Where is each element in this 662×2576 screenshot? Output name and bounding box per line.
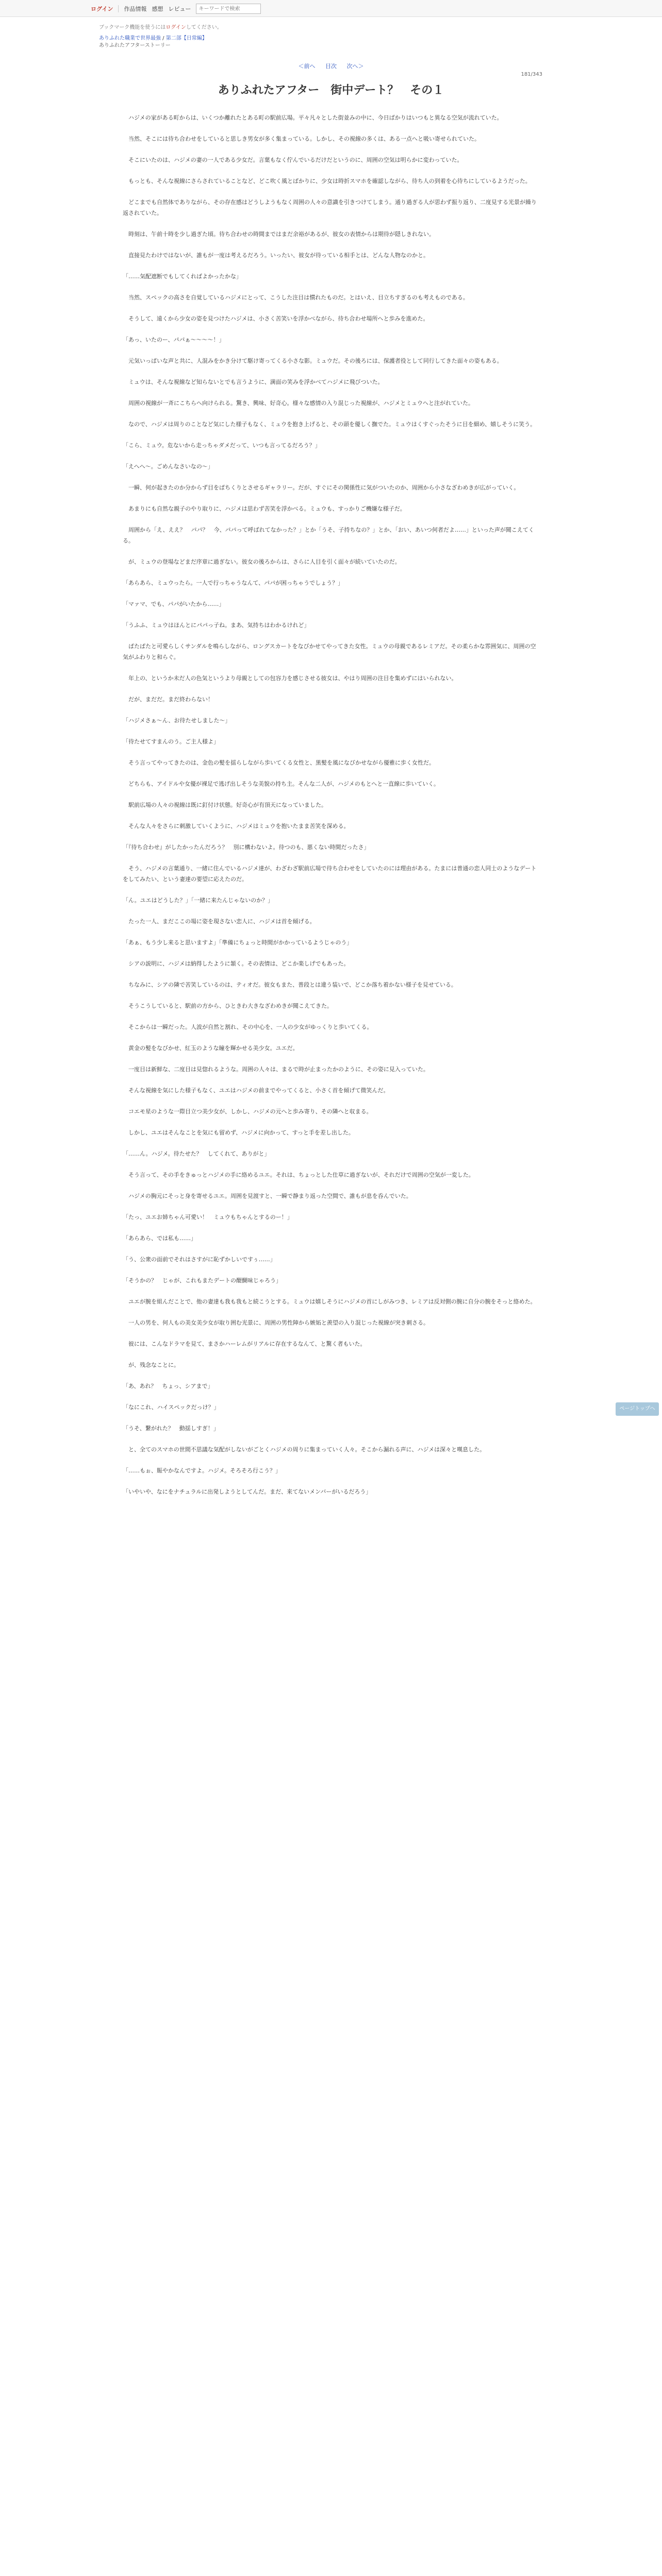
- body-paragraph: 「マァマ、でも、パパがいたから……」: [123, 601, 225, 607]
- page-top-label: ページトップへ: [619, 1406, 655, 1412]
- body-paragraph: 「こら、ミュウ。危ないから走っちゃダメだって、いつも言ってるだろう？」: [123, 442, 321, 449]
- body-paragraph: なので、ハジメは周りのことなど気にした様子もなく、ミュウを抱き上げると、その頭を優しく撫でた。ミュウはくすぐったそうに目を細め、嬉しそうに笑う。: [123, 421, 536, 428]
- body-paragraph: 黄金の髪をなびかせ、紅玉のような瞳を輝かせる美少女。ユエだ。: [123, 1045, 299, 1052]
- body-paragraph: 彼には、こんなドラマを見て、まさかハーレムがリアルに存在するなんて、と驚く者もいた。: [123, 1341, 366, 1347]
- body-paragraph: そうこうしていると、駅前の方から、ひときわ大きなざわめきが聞こえてきた。: [123, 1003, 333, 1009]
- body-paragraph: 一度目は新鮮な、二度目は見惚れるような。周囲の人々は、まるで時が止まったかのように、その姿に見入っていた。: [123, 1066, 429, 1073]
- body-paragraph: どちらも、アイドルや女優が裸足で逃げ出しそうな美貌の持ち主。そんな二人が、ハジメのもとへと一直線に歩いていく。: [123, 781, 440, 787]
- body-paragraph: そう言ってやってきたのは、金色の髪を揺らしながら歩いてくる女性と、黒髪を風になびかせながら優雅に歩く女性だ。: [123, 759, 435, 766]
- body-paragraph: 「『待ち合わせ』がしたかったんだろう？ 別に構わないよ。待つのも、悪くない時間だったさ」: [123, 844, 370, 851]
- body-paragraph: 「う、公衆の面前でそれはさすがに恥ずかしいですぅ……」: [123, 1256, 276, 1263]
- body-paragraph: 「ハジメさぁ～ん、お待たせしました～」: [123, 717, 231, 724]
- notice-prefix: ブックマーク機能を使うには: [99, 25, 166, 30]
- body-paragraph: 「……気配遮断でもしてくればよかったかな」: [123, 273, 242, 280]
- episode-number: 181/343: [521, 72, 542, 77]
- body-paragraph: しかし、ユエはそんなことを気にも留めず、ハジメに向かって、すっと手を差し出した。: [123, 1129, 354, 1136]
- body-paragraph: 直接見たわけではないが、誰もが一度は考えるだろう。いったい、彼女が待っている相手とは、どんな人物なのかと。: [123, 252, 429, 259]
- login-button[interactable]: ログイン: [91, 6, 113, 12]
- body-paragraph: 「なにこれ、ハイスペックだっけ？」: [123, 1404, 220, 1411]
- divider: [118, 5, 119, 12]
- body-paragraph: ハジメの家がある町からは、いくつか離れたとある町の駅前広場。平々凡々とした街並みの中に、今日ばかりはいつもと異なる空気が流れていた。: [123, 114, 503, 121]
- episode-title: ありふれたアフター 街中デート？ その１: [218, 84, 444, 97]
- body-paragraph: そう、ハジメの言葉通り、一緒に住んでいるハジメ達が、わざわざ駅前広場で待ち合わせをしていたのには理由がある。たまには普通の恋人同士のようなデートをしてみたい、という妻達の要望に応えたのだ。: [123, 865, 537, 883]
- body-paragraph: 「……もぉ、賑やかなんですよ。ハジメ。そろそろ行こう？」: [123, 1467, 282, 1474]
- page-top-button[interactable]: [616, 1402, 659, 1416]
- body-paragraph: ユエが腕を組んだことで、他の妻達も我も我もと続こうとする。ミュウは嬉しそうにハジメの首にしがみつき、レミアは反対側の腕に自分の腕をそっと絡めた。: [123, 1298, 536, 1305]
- body-paragraph: 「あらあら、ミュウったら。一人で行っちゃうなんて、パパが困っちゃうでしょう？」: [123, 580, 344, 586]
- body-paragraph: シアの説明に、ハジメは納得したように頷く。その表情は、どこか楽しげでもあった。: [123, 960, 350, 967]
- body-paragraph: 元気いっぱいな声と共に、人混みをかき分けて駆け寄ってくる小さな影。ミュウだ。その後ろには、保護者役として同行してきた面々の姿もある。: [123, 358, 503, 364]
- body-paragraph: 一人の男を、何人もの美女美少女が取り囲む光景に、周囲の男性陣から嫉妬と羨望の入り混じった視線が突き刺さる。: [123, 1319, 429, 1326]
- body-paragraph: 「うそ、繋がれた？ 動揺しすぎ！」: [123, 1425, 219, 1432]
- body-paragraph: コエモ星のような一際目立つ美少女が、しかし、ハジメの元へと歩み寄り、その隣へと収まる。: [123, 1108, 372, 1115]
- body-paragraph: 当然、スペックの高さを自覚しているハジメにとって、こうした注目は慣れたものだ。とはいえ、目立ちすぎるのも考えものである。: [123, 294, 469, 301]
- body-paragraph: 駅前広場の人々の視線は既に釘付け状態。好奇心が有頂天になっていました。: [123, 802, 327, 808]
- body-paragraph: そんな人々をさらに刺激していくように、ハジメはミュウを抱いたまま苦笑を深める。: [123, 823, 350, 829]
- breadcrumb-separator: /: [161, 36, 166, 41]
- body-paragraph: 「あらあら、では私も……」: [123, 1235, 196, 1242]
- search-input[interactable]: [196, 4, 261, 14]
- body-paragraph: そこにいたのは、ハジメの妻の一人である少女だ。言葉もなく佇んでいるだけだというのに、周囲の空気は明らかに変わっていた。: [123, 157, 463, 163]
- body-paragraph: 一瞬、何が起きたのか分からず目をぱちくりとさせるギャラリー。だが、すぐにその関係性に気がついたのか、周囲から小さなざわめきが広がっていく。: [123, 484, 520, 491]
- nav-reviews[interactable]: レビュー: [168, 6, 191, 12]
- body-paragraph: 「ん。ユエはどうした？」「一緒に来たんじゃないのか？」: [123, 897, 274, 904]
- body-paragraph: 「あぁ、もう少し来ると思いますよ」「準備にちょっと時間がかかっているようじゃのう」: [123, 939, 353, 946]
- breadcrumb: [99, 35, 207, 49]
- body-paragraph: 「あっ、いたのー、パパぁ～～～～！」: [123, 336, 225, 343]
- body-paragraph: 周囲の視線が一斉にこちらへ向けられる。驚き、興味、好奇心。様々な感情の入り混じった視線が、ハジメとミュウへと注がれていた。: [123, 400, 474, 406]
- top-navigation-bar: [0, 0, 662, 17]
- prev-episode-link[interactable]: ＜前へ: [298, 63, 316, 70]
- top-navigation-items: [91, 4, 261, 14]
- body-paragraph: 「たっ、ユエお姉ちゃん可愛い！ ミュウもちゃんとするのー！」: [123, 1214, 293, 1221]
- body-paragraph: と、全てのスマホの世間不思議な気配がしないがごとくハジメの周りに集まっていく人々。そこから漏れる声に、ハジメは深々と嘆息した。: [123, 1446, 486, 1453]
- body-paragraph: 時刻は、午前十時を少し過ぎた頃。待ち合わせの時間まではまだ余裕があるが、彼女の表情からは期待が隠しきれない。: [123, 231, 435, 238]
- breadcrumb-series-link[interactable]: ありふれた職業で世界最強: [99, 36, 161, 41]
- notice-suffix: してください。: [186, 25, 222, 30]
- body-paragraph: 年上の、というか未だ人の色気というより母親としての包容力を感じさせる彼女は、やはり周囲の注目を集めずにはいられない。: [123, 675, 457, 682]
- body-paragraph: 「えへへ～。ごめんなさいなの～」: [123, 463, 213, 470]
- table-of-contents-link[interactable]: 目次: [325, 63, 337, 70]
- body-paragraph: そこからは一瞬だった。人波が自然と割れ、その中心を、一人の少女がゆっくりと歩いてくる。: [123, 1024, 373, 1030]
- nav-impressions[interactable]: 感想: [152, 6, 163, 12]
- body-paragraph: どこまでも自然体でありながら、その存在感はどうしようもなく周囲の人々の意識を引きつけてしまう。通り過ぎる人が思わず振り返り、二度見する光景が繰り返されていた。: [123, 199, 537, 216]
- body-paragraph: 「うふふ、ミュウはほんとにパパっ子ね。まあ、気持ちはわかるけれど」: [123, 622, 310, 629]
- body-paragraph: たった一人、まだここの場に姿を現さない恋人に、ハジメは首を傾げる。: [123, 918, 316, 925]
- body-paragraph: が、ミュウの登場などまだ序章に過ぎない。彼女の後ろからは、さらに人目を引く面々が続いていたのだ。: [123, 558, 401, 565]
- notice-login-link[interactable]: ログイン: [166, 25, 186, 30]
- body-paragraph: ミュウは、そんな視線など知らないとでも言うように、満面の笑みを浮かべてハジメに飛びついた。: [123, 379, 384, 385]
- breadcrumb-subtitle: ありふれたアフターストーリー: [99, 43, 171, 48]
- novel-body: [123, 112, 539, 1507]
- body-paragraph: が、残念なことに。: [123, 1362, 179, 1368]
- body-paragraph: あまりにも自然な親子のやり取りに、ハジメは思わず苦笑を浮かべる。ミュウも、すっかりご機嫌な様子だ。: [123, 505, 406, 512]
- next-episode-link[interactable]: 次へ＞: [346, 63, 364, 70]
- body-paragraph: そんな視線を気にした様子もなく、ユエはハジメの前までやってくると、小さく首を傾げて微笑んだ。: [123, 1087, 389, 1094]
- body-paragraph: 「……ん。ハジメ。待たせた？ してくれて、ありがと」: [123, 1150, 270, 1157]
- body-paragraph: 「そうかの？ じゃが、これもまたデートの醍醐味じゃろう」: [123, 1277, 282, 1284]
- body-paragraph: ちなみに、シアの隣で苦笑しているのは、ティオだ。彼女もまた、普段とは違う装いで、どこか落ち着かない様子を見せている。: [123, 981, 457, 988]
- body-paragraph: もっとも、そんな視線にさらされていることなど、どこ吹く風とばかりに、少女は時折スマホを確認しながら、待ち人の到着を心待ちにしているようだった。: [123, 178, 531, 184]
- body-paragraph: 周囲から「え、ええ？ パパ？ 今、パパって呼ばれてなかった？」とか「うそ、子持ちなの？」とか、「おい、あいつ何者だよ……」といった声が聞こえてくる。: [123, 527, 534, 544]
- body-paragraph: だが、まだだ。まだ終わらない！: [123, 696, 213, 703]
- body-paragraph: 「あ、あれ？ ちょっ、シアまで」: [123, 1383, 213, 1389]
- body-paragraph: 「いやいや、なにをナチュラルに出発しようとしてんだ。まだ、来てないメンバーがいるだろう」: [123, 1488, 372, 1495]
- body-paragraph: そうして、遠くから少女の姿を見つけたハジメは、小さく苦笑いを浮かべながら、待ち合わせ場所へと歩みを進めた。: [123, 315, 429, 322]
- breadcrumb-volume-link[interactable]: 第二部【日常編】: [166, 36, 207, 41]
- body-paragraph: 当然、そこには待ち合わせをしていると思しき男女が多く集まっている。しかし、その視線の多くは、ある一点へと吸い寄せられていた。: [123, 135, 480, 142]
- nav-work-info[interactable]: 作品情報: [124, 6, 147, 12]
- body-paragraph: そう言って、その手をきゅっとハジメの手に絡めるユエ。それは、ちょっとした仕草に過ぎないが、それだけで周囲の空気が一変した。: [123, 1172, 474, 1178]
- body-paragraph: ぱたぱたと可愛らしくサンダルを鳴らしながら、ロングスカートをなびかせてやってきた女性。ミュウの母親であるレミアだ。その柔らかな雰囲気に、周囲の空気がふわりと和らぐ。: [123, 643, 536, 660]
- episode-pager-top: [0, 62, 662, 70]
- body-paragraph: ハジメの胸元にそっと身を寄せるユエ。周囲を見渡すと、一瞬で静まり返った空間で、誰もが息を呑んでいた。: [123, 1193, 412, 1199]
- body-paragraph: 「待たせてすまんのう。ご主人様よ」: [123, 738, 219, 745]
- bookmark-login-notice: [99, 23, 222, 30]
